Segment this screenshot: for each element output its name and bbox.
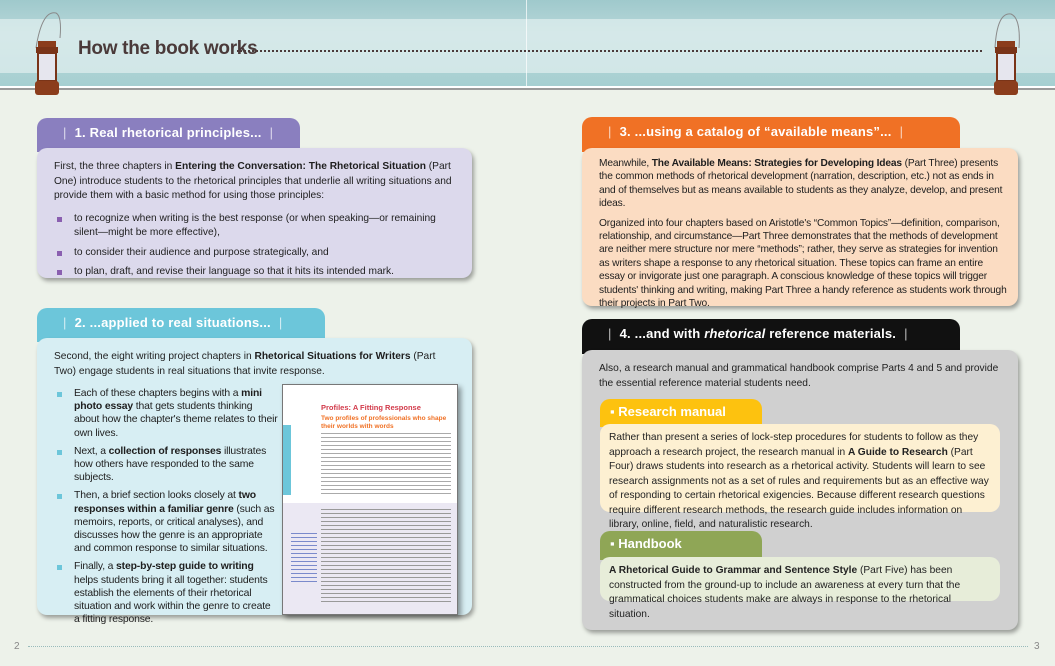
section-2-title: 2. ...applied to real situations...	[74, 315, 271, 330]
page-number-left: 2	[14, 641, 20, 652]
research-manual-tab: ▪ Research manual	[600, 399, 762, 427]
footer-dotted-rule	[28, 646, 1028, 647]
sample-page-thumbnail	[282, 384, 458, 615]
list-item: to recognize when writing is the best response (or when speaking—or remaining silent—might be more effective),	[54, 212, 456, 241]
section-3-paragraph-2: Organized into four chapters based on Aristotle's “Common Topics”—definition, comparison, relationship, and circumstance—Part Three demonstrates that the methods of development are neither mere structure nor mere “methods”; rather, they serve as strategies for invention as writers shape a response to any rhetorical situation. These topics can frame an entire essay or invigorate just one paragraph. A conscious knowledge of these topics will trigger students' thinking and writing, making Part Three a handy reference as students work through their projects in Part Two.	[599, 217, 1007, 310]
section-3-paragraph-1: Meanwhile, The Available Means: Strategies for Developing Ideas (Part Three) presents the common methods of rhetorical development (narration, description, etc.) not as ends in and of themselves but as means available to students as they analyze, develop, and present ideas.	[599, 158, 1003, 210]
section-1-intro: First, the three chapters in Entering the Conversation: The Rhetorical Situation (Part One) introduce students to the rhetorical principles that underlie all writing situations and provide them with a basic method for using those principles:	[54, 161, 452, 201]
list-item: Finally, a step-by-step guide to writing helps students bring it all together: students establish the elements of their rhetorical situation and work within the genre to create a fitting response.	[54, 560, 278, 626]
thumbnail-subheading: Two profiles of professionals who shape their worlds with words	[321, 415, 447, 430]
lantern-icon	[28, 8, 72, 103]
lantern-icon	[985, 8, 1029, 103]
research-manual-title: Research manual	[618, 404, 726, 419]
handbook-tab: ▪ Handbook	[600, 531, 762, 560]
section-1-tab: | 1. Real rhetorical principles... |	[37, 118, 300, 152]
section-4-intro: Also, a research manual and grammatical handbook comprise Parts 4 and 5 and provide the essential reference material students need.	[599, 363, 999, 389]
section-1-body	[37, 148, 472, 278]
research-manual-body: Rather than present a series of lock-step procedures for students to follow as they approach a research project, the research manual in A Guide to Research (Part Four) draws students into research as a rhetorical activity. Students will learn to see research assignments not as a set of rules and requirements but as an effective way of responding to certain rhetorical exigencies. Because different research questions require different research methods, the research guide includes information on library, online, field, and naturalistic research.	[600, 424, 1000, 512]
title-dotted-leader	[237, 50, 982, 52]
section-1-list	[54, 212, 456, 280]
list-item: Each of these chapters begins with a mini photo essay that gets students thinking about how the chapter's theme relates to their own lives.	[54, 387, 278, 440]
section-4-title: 4. ...and with rhetorical reference materials.	[619, 326, 897, 341]
section-2-tab: | 2. ...applied to real situations... |	[37, 308, 325, 342]
handbook-body: A Rhetorical Guide to Grammar and Sentence Style (Part Five) has been constructed from the ground-up to include an awareness at every turn that the grammatical choices students make are always in response to the rhetorical situation.	[600, 557, 1000, 601]
page-spine	[526, 0, 527, 86]
section-3-body	[582, 148, 1018, 310]
page-number-right: 3	[1034, 641, 1040, 652]
section-2-list	[54, 387, 278, 626]
section-4-tab: | 4. ...and with rhetorical reference materials. |	[582, 319, 960, 354]
section-2-intro: Second, the eight writing project chapters in Rhetorical Situations for Writers (Part Two) engage students in real situations that invite response.	[54, 351, 436, 377]
thumbnail-heading: Profiles: A Fitting Response	[321, 403, 421, 412]
list-item: to plan, draft, and revise their language so that it hits its intended mark.	[54, 265, 456, 280]
list-item: to consider their audience and purpose strategically, and	[54, 246, 456, 261]
page-title: How the book works	[78, 38, 258, 59]
section-1-title: 1. Real rhetorical principles...	[74, 125, 262, 140]
section-3-tab: | 3. ...using a catalog of “available means”... |	[582, 117, 960, 152]
handbook-title: Handbook	[618, 536, 682, 551]
list-item: Then, a brief section looks closely at two responses within a familiar genre (such as memoirs, reports, or critical analyses), and discusses how the genre is an appropriate and common response to similar situations.	[54, 489, 278, 555]
section-3-title: 3. ...using a catalog of “available means”...	[619, 124, 892, 139]
header-rule	[0, 86, 1055, 90]
list-item: Next, a collection of responses illustrates how others have responded to the same subjects.	[54, 445, 278, 485]
